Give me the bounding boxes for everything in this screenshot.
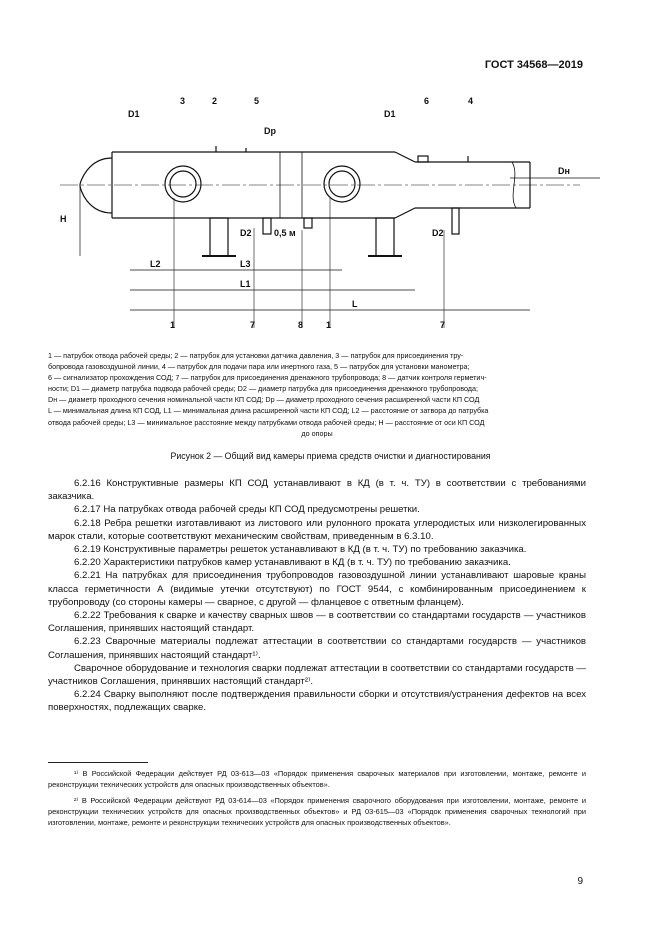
paragraph: 6.2.16 Конструктивные размеры КП СОД устанавливают в КД (в т. ч. ТУ) в соответствии с требованиями заказчика. — [48, 478, 586, 503]
label-l: L — [352, 299, 358, 309]
label-dp: Dp — [264, 126, 276, 136]
paragraph: 6.2.19 Конструктивные параметры решеток устанавливают в КД (в т. ч. ТУ) по требованию заказчика. — [74, 544, 527, 556]
legend-line: отвода рабочей среды; L3 — минимальное расстояние между патрубками отвода рабочей среды; H — расстояние от оси КП СОД — [48, 417, 485, 427]
paragraph: 6.2.22 Требования к сварке и качеству сварных швов — в соответствии со стандартами государств — участников Соглашения, принявших настоящий стандарт. — [48, 610, 586, 635]
label-8: 8 — [298, 320, 304, 330]
paragraph: 6.2.18 Ребра решетки изготавливают из листового или рулонного проката углеродистых или низколегированных марок стали, которые соответствуют механическим свойствам, приведенным в 6.3.10. — [48, 517, 586, 542]
label-5: 5 — [254, 96, 260, 106]
end-cap — [80, 158, 112, 213]
label-l3: L3 — [240, 259, 251, 269]
label-l2: L2 — [150, 259, 161, 269]
label-2: 2 — [212, 96, 218, 106]
label-1: 1 — [170, 320, 176, 330]
footnote-1 — [48, 768, 586, 790]
label-6: 6 — [424, 96, 430, 106]
footnote-text: ²⁾ В Российской Федерации действуют РД 03-614—03 «Порядок применения сварочного оборудования при изготовлении, монтаже, ремонте и реконструкции технических устройств для опасных производственных объектов» и РД 03-615—03 «Порядок применения сварочных технологий при изготовлении, монтаже, ремонте и реконструкции технических устройств для опасных производственных объектов». — [48, 796, 586, 828]
label-h: H — [60, 214, 67, 224]
label-4: 4 — [468, 96, 474, 106]
legend-line: L — минимальная длина КП СОД, L1 — минимальная длина расширенной части КП СОД; L2 — расстояние от затвора до патрубка — [48, 406, 489, 416]
label-7b: 7 — [440, 320, 446, 330]
legend-line: 1 — патрубок отвода рабочей среды; 2 — патрубок для установки датчика давления, 3 — патрубок для присоединения тру- — [48, 351, 464, 360]
figure-legend — [48, 350, 586, 439]
paragraph: 6.2.24 Сварку выполняют после подтверждения правильности сборки и отсутствия/устранения дефектов на всех поверхностях, подлежащих сварке. — [48, 689, 586, 714]
label-d1b: D1 — [384, 109, 396, 119]
label-dn: Dн — [558, 166, 570, 176]
label-1b: 1 — [326, 320, 332, 330]
page-number: 9 — [577, 876, 583, 887]
label-d1: D1 — [128, 109, 140, 119]
legend-line: до опоры — [301, 428, 333, 438]
legend-line: бопровода газовоздушной линии, 4 — патрубок для подачи пара или инертного газа, 5 — патрубок для установки манометра; — [48, 362, 470, 372]
legend-line: Dн — диаметр проходного сечения номинальной части КП СОД; Dр — диаметр проходного сечения расширенной части КП СОД — [48, 395, 480, 405]
footnote-separator — [48, 762, 148, 763]
legend-line: 6 — сигнализатор прохождения СОД; 7 — патрубок для присоединения дренажного трубопровода; 8 — датчик контроля герметич- — [48, 373, 487, 383]
paragraph: 6.2.20 Характеристики патрубков камер устанавливают в КД (в т. ч. ТУ) по требованию заказчика. — [74, 557, 511, 569]
paragraph: 6.2.17 На патрубках отвода рабочей среды КП СОД предусмотрены решетки. — [74, 504, 420, 516]
label-l1: L1 — [240, 279, 251, 289]
paragraph: 6.2.23 Сварочные материалы подлежат аттестации в соответствии со стандартами государств — участников Соглашения, принявших настоящий стандарт¹⁾. — [48, 636, 586, 661]
legend-line: ности; D1 — диаметр патрубка подвода рабочей среды; D2 — диаметр патрубка для присоединения дренажного трубопровода; — [48, 384, 478, 394]
body-text — [48, 477, 586, 715]
label-d2b: D2 — [432, 228, 444, 238]
standard-number: ГОСТ 34568—2019 — [484, 59, 583, 71]
chamber-drawing — [40, 80, 620, 345]
footnote-text: ¹⁾ В Российской Федерации действует РД 03-613—03 «Порядок применения сварочных материалов при изготовлении, монтаже, ремонте и реконструкции технических устройств для опасных производственных объектов». — [48, 769, 586, 790]
label-05m: 0,5 м — [274, 228, 296, 238]
paragraph: 6.2.21 На патрубках для присоединения трубопроводов газовоздушной линии устанавливают шаровые краны класса герметичности А (видимые утечки отсутствуют) по ГОСТ 9544, с комбинированным присоединением к трубопроводу (со стороны камеры — сварное, с другой — фланцевое с ответным фланцем). — [48, 570, 586, 608]
label-3: 3 — [180, 96, 186, 106]
figure-caption: Рисунок 2 — Общий вид камеры приема средств очистки и диагностирования — [170, 451, 491, 461]
label-7: 7 — [250, 320, 256, 330]
footnote-2 — [48, 795, 586, 829]
label-d2: D2 — [240, 228, 252, 238]
paragraph: Сварочное оборудование и технология сварки подлежат аттестации в соответствии со стандартами государств — участников Соглашения, принявших настоящий стандарт²⁾. — [48, 662, 586, 688]
